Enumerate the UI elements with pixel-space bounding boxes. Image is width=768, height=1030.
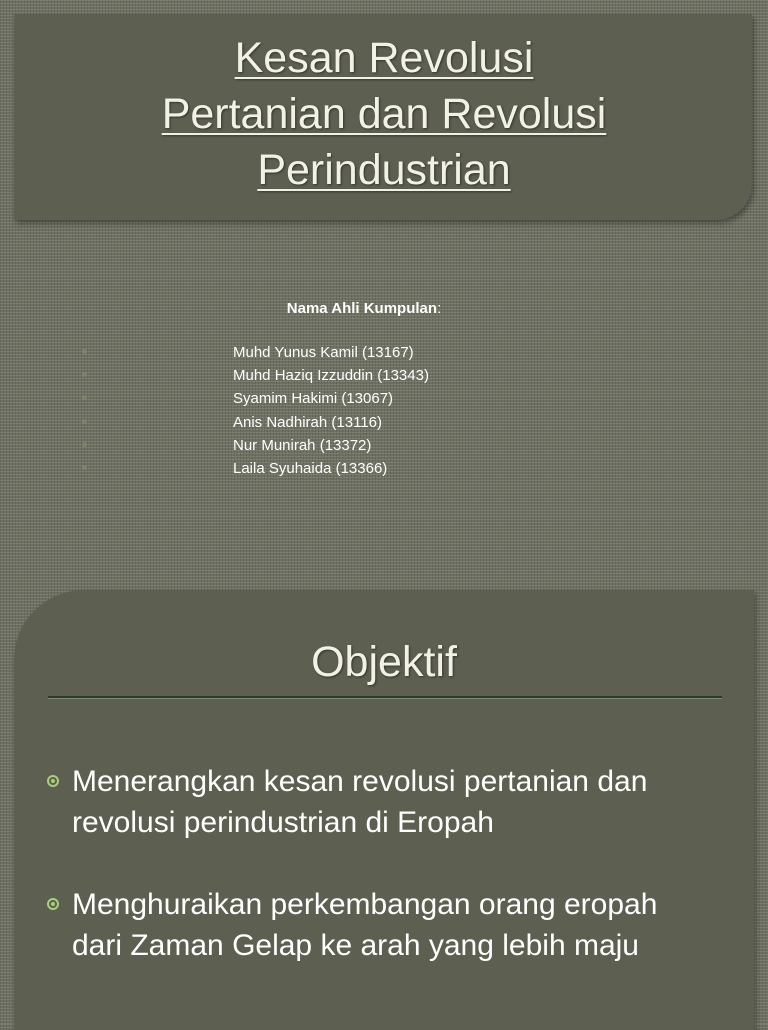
bullet-dot-icon [82,442,87,447]
member-name: Anis Nadhirah (13116) [233,413,382,431]
title-divider [48,696,722,699]
circle-bullet-icon [47,775,59,787]
bullet-dot-icon [82,419,87,424]
bullet-dot-icon [82,465,87,470]
member-name: Muhd Haziq Izzuddin (13343) [233,367,429,385]
title-line-1: Kesan Revolusi [234,34,534,82]
member-item [0,411,768,434]
members-heading-colon: : [437,300,442,317]
slide-title-heading [0,30,768,198]
member-item [0,457,768,480]
member-item [0,364,768,387]
member-name: Laila Syuhaida (13366) [233,459,388,477]
objective-text: Menghuraikan perkembangan orang eropah dari Zaman Gelap ke arah yang lebih maju [72,888,658,962]
member-item [0,341,768,364]
title-line-3: Perindustrian [257,146,511,194]
bullet-dot-icon [82,372,87,377]
objective-item [72,884,712,966]
title-line-2: Pertanian dan Revolusi [161,90,607,138]
member-item [0,434,768,457]
members-heading [0,300,768,317]
bullet-dot-icon [82,349,87,354]
objective-item [72,761,712,843]
member-name: Syamim Hakimi (13067) [233,390,394,408]
member-item [0,387,768,410]
circle-bullet-icon [47,898,59,910]
objectives-title: Objektif [311,638,457,686]
group-members [0,300,768,480]
member-name: Muhd Yunus Kamil (13167) [233,344,414,361]
objective-text: Menerangkan kesan revolusi pertanian dan revolusi perindustrian di Eropah [72,765,648,839]
slide-objectives [0,580,768,1024]
bullet-dot-icon [82,395,87,400]
member-name: Nur Munirah (13372) [233,436,372,454]
members-heading-text: Nama Ahli Kumpulan [286,300,438,317]
member-list [0,341,768,480]
